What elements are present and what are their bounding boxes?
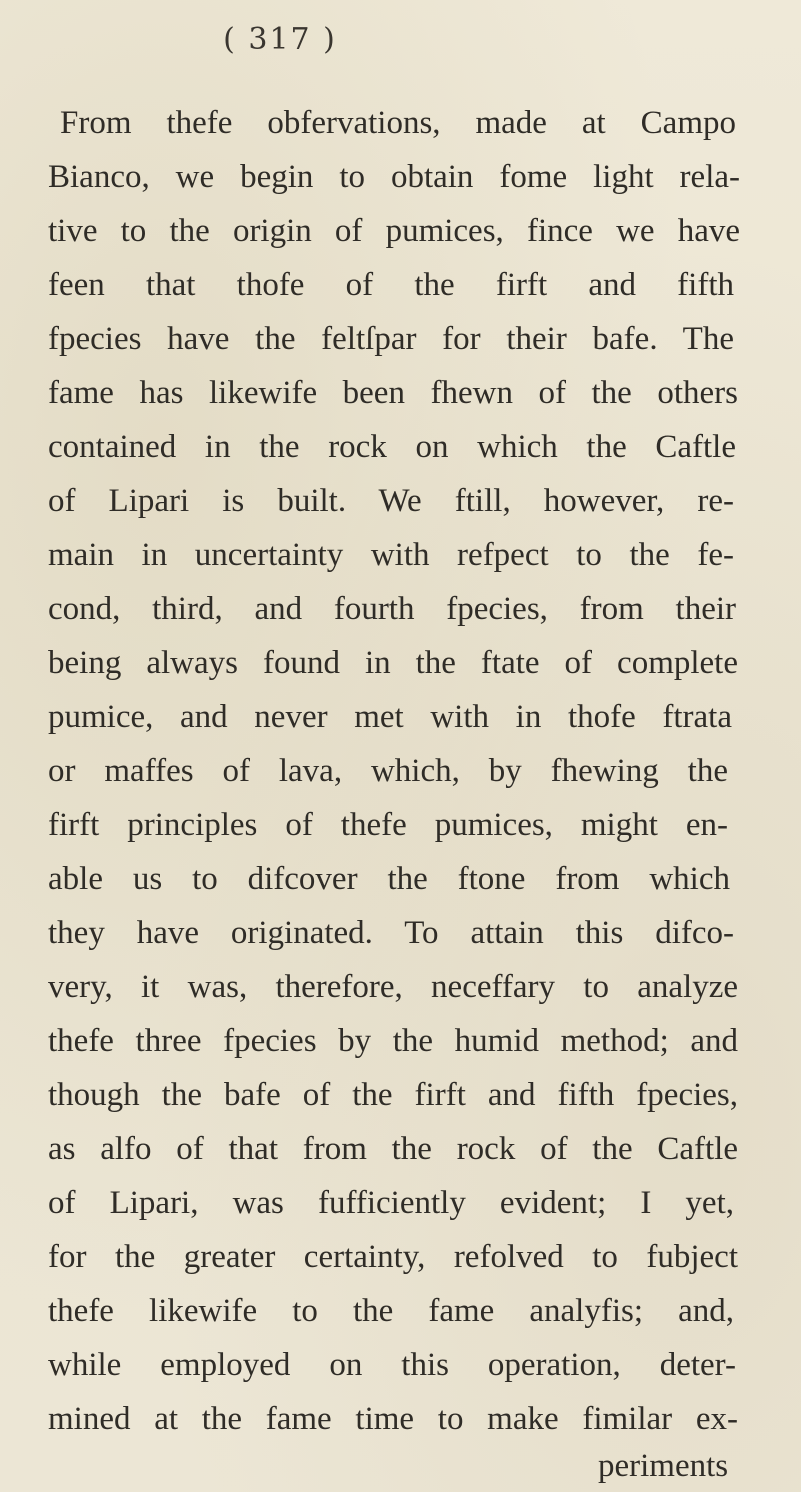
text-line: they have originated. To attain this difco- (48, 915, 734, 951)
text-line: able us to difcover the ftone from which (48, 861, 730, 897)
text-line: main in uncertainty with refpect to the fe- (48, 537, 734, 573)
text-line: as alfo of that from the rock of the Caftle (48, 1131, 738, 1167)
text-line: while employed on this operation, deter- (48, 1347, 736, 1383)
text-line: tive to the origin of pumices, fince we have (48, 213, 740, 249)
text-line: very, it was, therefore, neceffary to analyze (48, 969, 738, 1005)
text-line: of Lipari is built. We ftill, however, re- (48, 483, 734, 519)
text-line: cond, third, and fourth fpecies, from their (48, 591, 736, 627)
text-line: of Lipari, was fufficiently evident; I yet, (48, 1185, 734, 1221)
text-line: fame has likewife been fhewn of the others (48, 375, 738, 411)
text-line: being always found in the ftate of complete (48, 645, 738, 681)
text-line: for the greater certainty, refolved to fubject (48, 1239, 738, 1275)
text-line: firft principles of thefe pumices, might en- (48, 807, 728, 843)
text-line: From thefe obfervations, made at Campo (60, 105, 736, 141)
catchword: periments (598, 1448, 729, 1484)
text-line: fpecies have the feltſpar for their bafe. The (48, 321, 734, 357)
text-line: thefe three fpecies by the humid method; and (48, 1023, 738, 1059)
text-line: pumice, and never met with in thofe ftrata (48, 699, 732, 735)
text-line: mined at the fame time to make fimilar ex- (48, 1401, 738, 1437)
text-line: or maffes of lava, which, by fhewing the (48, 753, 728, 789)
text-line: though the bafe of the firft and fifth fpecies, (48, 1077, 738, 1113)
text-line: feen that thofe of the firft and fifth (48, 267, 734, 303)
text-line: thefe likewife to the fame analyfis; and, (48, 1293, 734, 1329)
text-line: contained in the rock on which the Caftle (48, 429, 736, 465)
text-line: Bianco, we begin to obtain fome light rela- (48, 159, 740, 195)
page-number: ( 317 ) (223, 22, 337, 57)
